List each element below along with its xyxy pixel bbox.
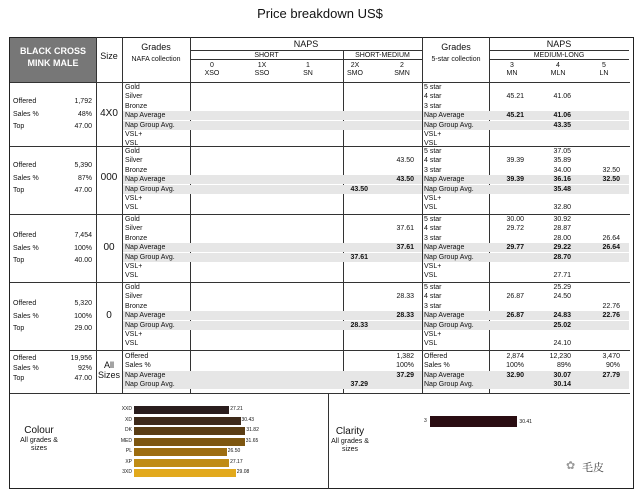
value-cell: 29.22 bbox=[553, 244, 571, 252]
value-cell: 100% bbox=[396, 362, 414, 370]
grade-label: Bronze bbox=[125, 102, 148, 110]
value-cell: 43.50 bbox=[350, 185, 368, 193]
colour-bar-value: 31.65 bbox=[245, 437, 259, 444]
grade-label: VSL+ bbox=[424, 331, 442, 338]
grade-label: VSL bbox=[125, 272, 139, 280]
value-cell: 100% bbox=[506, 362, 524, 370]
value-cell: 28.33 bbox=[396, 293, 414, 301]
value-cell: 37.61 bbox=[396, 244, 414, 252]
stat-value: 5,320 bbox=[74, 300, 92, 307]
grade-label: Nap Average bbox=[424, 176, 465, 184]
value-cell: 22.76 bbox=[602, 312, 620, 320]
grade-label: 3 star bbox=[424, 166, 442, 174]
grade-label: VSL bbox=[424, 340, 438, 348]
grade-label: Nap Average bbox=[125, 112, 166, 120]
colour-bar-label: XD bbox=[125, 416, 132, 423]
colour-sub: All grades & sizes bbox=[20, 437, 58, 452]
value-cell: 27.71 bbox=[553, 272, 571, 280]
grade-label: VSL+ bbox=[125, 195, 143, 202]
hline bbox=[10, 350, 630, 351]
value-cell: 32.90 bbox=[506, 371, 524, 379]
value-cell: 29.72 bbox=[506, 225, 524, 233]
stat-value: 47.00 bbox=[74, 123, 92, 130]
grade-label: VSL+ bbox=[125, 331, 143, 338]
grade-label: Offered bbox=[125, 353, 149, 360]
hline bbox=[10, 393, 630, 394]
value-cell: 37.29 bbox=[396, 371, 414, 379]
grade-label: VSL bbox=[424, 272, 438, 280]
value-cell: 29.77 bbox=[506, 244, 524, 252]
value-cell: 25.29 bbox=[553, 284, 571, 291]
grade-label: Silver bbox=[125, 157, 143, 165]
value-cell: 32.80 bbox=[553, 204, 571, 212]
stat-value: 19,956 bbox=[70, 355, 92, 362]
stat-value: 100% bbox=[74, 312, 92, 320]
value-cell: 3,470 bbox=[602, 353, 620, 360]
grade-label: 3 star bbox=[424, 234, 442, 242]
stat-label: Offered bbox=[13, 162, 37, 169]
grade-label: Nap Group Avg. bbox=[125, 321, 175, 329]
value-cell: 30.92 bbox=[553, 216, 571, 223]
value-cell: 30.14 bbox=[553, 381, 571, 389]
grade-label: 3 star bbox=[424, 302, 442, 310]
grade-label: VSL bbox=[424, 140, 438, 148]
colour-bar-label: PL bbox=[125, 448, 132, 454]
value-cell: 26.64 bbox=[602, 234, 620, 242]
naps-col-code: SN bbox=[303, 70, 313, 77]
stat-value: 87% bbox=[77, 174, 92, 182]
colour-bar-label: MED bbox=[120, 437, 132, 444]
stat-label: Offered bbox=[13, 300, 37, 307]
grade-label: 5 star bbox=[424, 84, 442, 91]
value-cell: 30.00 bbox=[506, 216, 524, 223]
stat-value: 47.00 bbox=[74, 187, 92, 194]
colour-bar bbox=[134, 459, 229, 467]
value-cell: 1,382 bbox=[396, 353, 414, 360]
naps-col-code: SSO bbox=[254, 70, 270, 77]
colour-bar bbox=[134, 438, 245, 446]
grade-label: Nap Average bbox=[125, 176, 166, 184]
naps-right-title: NAPS bbox=[546, 39, 572, 49]
value-cell: 35.89 bbox=[553, 157, 571, 165]
value-cell: 39.39 bbox=[506, 157, 524, 165]
grade-label: 4 star bbox=[424, 157, 442, 165]
watermark-text: 毛皮 bbox=[582, 462, 604, 474]
naps-col-code: SMO bbox=[347, 70, 363, 77]
colour-bar bbox=[134, 406, 229, 414]
naps-col-num: 3 bbox=[510, 62, 514, 69]
value-cell: 26.87 bbox=[506, 293, 524, 301]
naps-left-title: NAPS bbox=[293, 39, 319, 49]
colour-bar bbox=[134, 469, 236, 477]
value-cell: 24.83 bbox=[553, 312, 571, 320]
grade-label: VSL bbox=[125, 340, 139, 348]
value-cell: 26.64 bbox=[602, 244, 620, 252]
stat-label: Offered bbox=[13, 232, 37, 239]
stat-label: Top bbox=[13, 375, 25, 382]
grade-label: Silver bbox=[125, 93, 143, 101]
value-cell: 28.33 bbox=[350, 321, 368, 329]
naps-group-medium-long: MEDIUM-LONG bbox=[533, 52, 585, 59]
grade-label: Nap Average bbox=[424, 112, 465, 120]
naps-col-num: 1 bbox=[306, 62, 310, 69]
value-cell: 12,230 bbox=[549, 353, 571, 360]
value-cell: 24.50 bbox=[553, 293, 571, 301]
colour-bar bbox=[134, 427, 245, 435]
value-cell: 35.48 bbox=[553, 185, 571, 193]
clarity-bar-label: 3 bbox=[424, 418, 427, 424]
value-cell: 22.76 bbox=[602, 302, 620, 310]
value-cell: 43.50 bbox=[396, 157, 414, 165]
stat-label: Top bbox=[13, 325, 25, 332]
grade-label: Nap Average bbox=[424, 371, 465, 379]
value-cell: 28.70 bbox=[553, 253, 571, 261]
page-title: Price breakdown US$ bbox=[257, 6, 383, 21]
value-cell: 37.61 bbox=[396, 225, 414, 233]
grade-label: 5 star bbox=[424, 216, 442, 223]
grade-label: Nap Group Avg. bbox=[424, 121, 474, 129]
size-value: All Sizes bbox=[97, 360, 120, 380]
naps-col-code: MLN bbox=[550, 70, 566, 77]
naps-col-code: SMN bbox=[394, 70, 410, 77]
grade-label: Gold bbox=[125, 148, 140, 155]
value-cell: 24.10 bbox=[553, 340, 571, 348]
vline bbox=[343, 50, 344, 393]
hline bbox=[190, 50, 422, 51]
grades-right-sub: 5-star collection bbox=[431, 56, 481, 63]
grade-label: VSL+ bbox=[424, 131, 442, 138]
stat-label: Sales % bbox=[13, 312, 39, 320]
naps-col-num: 2X bbox=[350, 62, 360, 69]
value-cell: 27.79 bbox=[602, 371, 620, 379]
grade-label: Nap Average bbox=[125, 244, 166, 252]
value-cell: 28.87 bbox=[553, 225, 571, 233]
stat-label: Sales % bbox=[13, 174, 39, 182]
value-cell: 28.33 bbox=[396, 312, 414, 320]
vline bbox=[122, 37, 123, 393]
clarity-title: Clarity bbox=[335, 426, 365, 437]
stat-value: 48% bbox=[77, 110, 92, 118]
value-cell: 37.29 bbox=[350, 381, 368, 389]
corner-label: BLACK CROSS MINK MALE bbox=[10, 38, 96, 82]
stat-label: Top bbox=[13, 123, 25, 130]
grade-label: 5 star bbox=[424, 284, 442, 291]
value-cell: 39.39 bbox=[506, 176, 524, 184]
value-cell: 45.21 bbox=[506, 93, 524, 101]
grade-label: Gold bbox=[125, 284, 140, 291]
grade-label: Nap Group Avg. bbox=[125, 185, 175, 193]
colour-bar-value: 27.17 bbox=[230, 458, 243, 465]
grade-label: VSL+ bbox=[125, 131, 143, 138]
stat-label: Top bbox=[13, 187, 25, 194]
grade-label: VSL bbox=[125, 204, 139, 212]
value-cell: 26.87 bbox=[506, 312, 524, 320]
grade-label: 5 star bbox=[424, 148, 442, 155]
value-cell: 37.61 bbox=[350, 253, 368, 261]
grade-label: Bronze bbox=[125, 302, 148, 310]
stat-value: 47.00 bbox=[74, 375, 92, 382]
colour-bar bbox=[134, 448, 227, 456]
size-value: 000 bbox=[100, 172, 118, 183]
stat-label: Sales % bbox=[13, 365, 39, 372]
colour-bar-value: 29.08 bbox=[236, 469, 250, 475]
clarity-bar-value: 30.41 bbox=[519, 419, 532, 425]
grade-label: Nap Average bbox=[424, 312, 465, 320]
grade-label: Nap Average bbox=[125, 312, 166, 320]
stat-value: 92% bbox=[77, 365, 92, 372]
value-cell: 41.06 bbox=[553, 112, 571, 120]
grade-label: VSL bbox=[125, 140, 139, 148]
colour-bar-label: XXD bbox=[121, 406, 132, 412]
colour-title: Colour bbox=[24, 425, 54, 436]
value-cell: 43.35 bbox=[553, 121, 571, 129]
grade-label: Silver bbox=[125, 293, 143, 301]
value-cell: 41.06 bbox=[553, 93, 571, 101]
hline bbox=[10, 82, 630, 83]
stat-label: Top bbox=[13, 257, 25, 264]
grade-label: Nap Average bbox=[424, 244, 465, 252]
colour-bar-value: 30.43 bbox=[241, 416, 255, 423]
grades-left-sub: NAFA collection bbox=[131, 56, 181, 63]
colour-bar-label: 3XD bbox=[122, 469, 132, 475]
value-cell: 43.50 bbox=[396, 176, 414, 184]
grade-label: VSL+ bbox=[125, 263, 143, 270]
naps-col-num: 1X bbox=[257, 62, 267, 69]
hline bbox=[489, 59, 629, 60]
value-cell: 32.50 bbox=[602, 166, 620, 174]
grades-left-title: Grades bbox=[141, 42, 171, 52]
grade-label: VSL bbox=[424, 204, 438, 212]
colour-bar-value: 31.82 bbox=[246, 427, 259, 433]
grade-label: Gold bbox=[125, 84, 140, 91]
stat-value: 7,454 bbox=[74, 232, 92, 239]
grade-label: Bronze bbox=[125, 166, 148, 174]
value-cell: 90% bbox=[605, 362, 620, 370]
clarity-sub: All grades & sizes bbox=[331, 438, 369, 453]
stat-label: Sales % bbox=[13, 244, 39, 252]
stat-value: 5,390 bbox=[74, 162, 92, 169]
value-cell: 34.00 bbox=[553, 166, 571, 174]
colour-bar-value: 27.21 bbox=[230, 406, 243, 412]
hline bbox=[489, 50, 629, 51]
grades-right-title: Grades bbox=[441, 42, 471, 52]
size-header: Size bbox=[100, 51, 118, 61]
value-cell: 28.00 bbox=[553, 234, 571, 242]
value-cell: 89% bbox=[556, 362, 571, 370]
naps-col-num: 2 bbox=[400, 62, 404, 69]
naps-col-code: XSO bbox=[204, 70, 220, 77]
stat-value: 40.00 bbox=[74, 257, 92, 264]
stat-value: 100% bbox=[74, 244, 92, 252]
grade-label: Nap Group Avg. bbox=[125, 381, 175, 389]
naps-col-num: 4 bbox=[556, 62, 560, 69]
value-cell: 32.50 bbox=[602, 176, 620, 184]
size-value: 0 bbox=[106, 310, 112, 321]
grade-label: VSL+ bbox=[424, 263, 442, 270]
grade-label: VSL+ bbox=[424, 195, 442, 202]
naps-group-short: SHORT bbox=[254, 52, 279, 59]
colour-bar-label: DK bbox=[125, 427, 132, 433]
value-cell: 2,874 bbox=[506, 353, 524, 360]
hline bbox=[190, 59, 422, 60]
grade-label: Nap Group Avg. bbox=[125, 121, 175, 129]
value-cell: 36.16 bbox=[553, 176, 571, 184]
stat-label: Offered bbox=[13, 355, 37, 362]
stat-label: Sales % bbox=[13, 110, 39, 118]
grade-label: Bronze bbox=[125, 234, 148, 242]
vline bbox=[328, 393, 329, 489]
grade-label: Nap Average bbox=[125, 371, 166, 379]
grade-label: Nap Group Avg. bbox=[424, 381, 474, 389]
grade-label: 4 star bbox=[424, 225, 442, 233]
colour-bar bbox=[134, 417, 241, 425]
value-cell: 25.02 bbox=[553, 321, 571, 329]
watermark-icon: ✿ bbox=[566, 460, 576, 472]
grade-label: Nap Group Avg. bbox=[424, 321, 474, 329]
value-cell: 30.07 bbox=[553, 371, 571, 379]
naps-col-code: LN bbox=[599, 70, 609, 77]
naps-group-short-medium: SHORT-MEDIUM bbox=[355, 52, 410, 59]
grade-label: 4 star bbox=[424, 93, 442, 101]
clarity-bar bbox=[430, 416, 517, 427]
value-cell: 37.05 bbox=[553, 148, 571, 155]
stat-value: 1,792 bbox=[74, 98, 92, 105]
grade-label: Sales % bbox=[424, 362, 450, 370]
grade-label: Sales % bbox=[125, 362, 151, 370]
grade-label: 4 star bbox=[424, 293, 442, 301]
vline bbox=[422, 37, 423, 393]
grade-label: Silver bbox=[125, 225, 143, 233]
grade-label: Nap Group Avg. bbox=[125, 253, 175, 261]
size-value: 4X0 bbox=[100, 108, 118, 119]
naps-col-num: 0 bbox=[210, 62, 214, 69]
naps-col-num: 5 bbox=[602, 62, 606, 69]
value-cell: 45.21 bbox=[506, 112, 524, 120]
grade-label: Gold bbox=[125, 216, 140, 223]
grade-label: Offered bbox=[424, 353, 448, 360]
stat-label: Offered bbox=[13, 98, 37, 105]
stat-value: 29.00 bbox=[74, 325, 92, 332]
size-value: 00 bbox=[103, 242, 115, 253]
grade-label: Nap Group Avg. bbox=[424, 253, 474, 261]
grade-label: Nap Group Avg. bbox=[424, 185, 474, 193]
grade-label: 3 star bbox=[424, 102, 442, 110]
naps-col-code: MN bbox=[506, 70, 518, 77]
vline bbox=[96, 37, 97, 393]
colour-bar-value: 26.50 bbox=[227, 448, 241, 454]
colour-bar-label: XP bbox=[125, 458, 132, 465]
